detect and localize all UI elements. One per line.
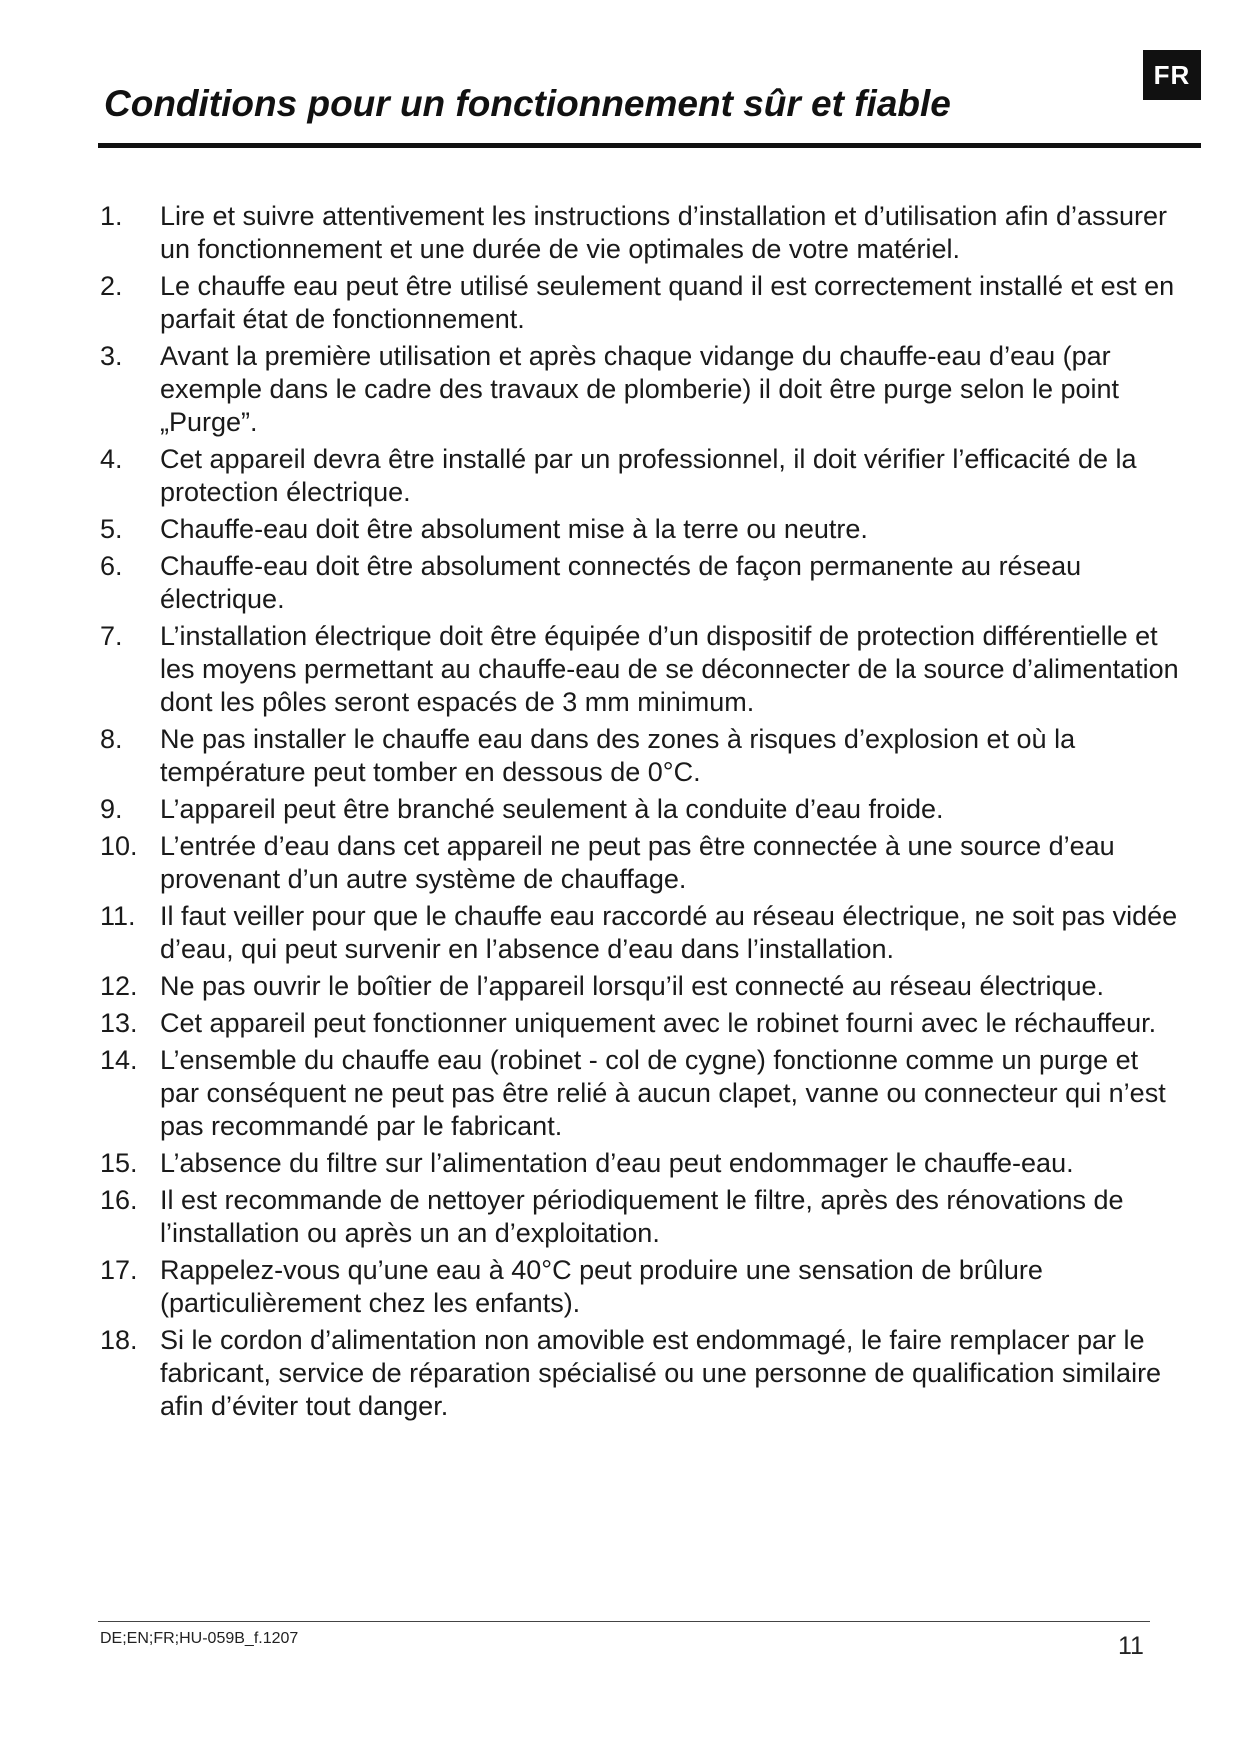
list-item-text: Chauffe-eau doit être absolument connectés de façon permanente au réseau électrique. bbox=[160, 551, 1082, 614]
list-item bbox=[100, 620, 1180, 719]
list-item-number: 17. bbox=[100, 1255, 138, 1285]
list-item bbox=[100, 340, 1180, 439]
list-item bbox=[100, 200, 1180, 266]
list-item-text: Cet appareil devra être installé par un professionnel, il doit vérifier l’efficacité de la protection électrique. bbox=[160, 444, 1137, 507]
list-item-number: 10. bbox=[100, 831, 138, 861]
list-item-text: L’entrée d’eau dans cet appareil ne peut pas être connectée à une source d’eau provenant d’un autre système de chauffage. bbox=[160, 831, 1115, 894]
list-item-text: Il est recommande de nettoyer périodiquement le filtre, après des rénovations de l’installation ou après un an d’exploitation. bbox=[160, 1185, 1124, 1248]
list-item bbox=[100, 443, 1180, 509]
list-item-number: 16. bbox=[100, 1185, 138, 1215]
list-item-text: L’appareil peut être branché seulement à la conduite d’eau froide. bbox=[160, 794, 944, 824]
list-item bbox=[100, 1147, 1180, 1180]
list-item-text: Avant la première utilisation et après chaque vidange du chauffe-eau d’eau (par exemple dans le cadre des travaux de plomberie) il doit être purge selon le point „Purge”. bbox=[160, 341, 1120, 437]
list-item-text: Rappelez-vous qu’une eau à 40°C peut produire une sensation de brûlure (particulièrement chez les enfants). bbox=[160, 1255, 1043, 1318]
page-number: 11 bbox=[1118, 1632, 1144, 1660]
list-item bbox=[100, 550, 1180, 616]
language-badge: FR bbox=[1143, 50, 1201, 100]
list-item-number: 6. bbox=[100, 551, 123, 581]
list-item bbox=[100, 793, 1180, 826]
list-item-number: 18. bbox=[100, 1325, 138, 1355]
list-item bbox=[100, 1324, 1180, 1423]
document-code: DE;EN;FR;HU-059B_f.1207 bbox=[100, 1630, 299, 1647]
list-item-number: 13. bbox=[100, 1008, 138, 1038]
list-item bbox=[100, 513, 1180, 546]
list-item-text: Ne pas installer le chauffe eau dans des zones à risques d’explosion et où la température peut tomber en dessous de 0°C. bbox=[160, 724, 1076, 787]
list-item bbox=[100, 1007, 1180, 1040]
list-item bbox=[100, 270, 1180, 336]
list-item bbox=[100, 970, 1180, 1003]
list-item-number: 14. bbox=[100, 1045, 138, 1075]
list-item bbox=[100, 1184, 1180, 1250]
list-item-number: 1. bbox=[100, 201, 123, 231]
list-item-number: 2. bbox=[100, 271, 123, 301]
list-item-text: Si le cordon d’alimentation non amovible est endommagé, le faire remplacer par le fabricant, service de réparation spécialisé ou une personne de qualification similaire afin d’éviter tout danger. bbox=[160, 1325, 1162, 1421]
list-item-text: L’ensemble du chauffe eau (robinet - col de cygne) fonctionne comme un purge et par conséquent ne peut pas être relié à aucun clapet, vanne ou connecteur qui n’est pas recommandé par le fabricant. bbox=[160, 1045, 1166, 1141]
list-item-text: Le chauffe eau peut être utilisé seulement quand il est correctement installé et est en parfait état de fonctionnement. bbox=[160, 271, 1175, 334]
list-item-number: 5. bbox=[100, 514, 123, 544]
list-item-text: Ne pas ouvrir le boîtier de l’appareil lorsqu’il est connecté au réseau électrique. bbox=[160, 971, 1105, 1001]
list-item bbox=[100, 1044, 1180, 1143]
list-item-text: Il faut veiller pour que le chauffe eau raccordé au réseau électrique, ne soit pas vidée d’eau, qui peut survenir en l’absence d’eau dans l’installation. bbox=[160, 901, 1178, 964]
title-divider bbox=[98, 143, 1201, 148]
list-item bbox=[100, 1254, 1180, 1320]
list-item-number: 11. bbox=[100, 901, 136, 931]
list-item bbox=[100, 830, 1180, 896]
list-item-number: 4. bbox=[100, 444, 123, 474]
list-item-number: 15. bbox=[100, 1148, 138, 1178]
list-item bbox=[100, 723, 1180, 789]
list-item-text: L’installation électrique doit être équipée d’un dispositif de protection différentielle et les moyens permettant au chauffe-eau de se déconnecter de la source d’alimentation dont les pôles seront espacés de 3 mm minimum. bbox=[160, 621, 1179, 717]
list-item-number: 7. bbox=[100, 621, 123, 651]
safety-conditions-list bbox=[100, 200, 1180, 1427]
list-item-number: 3. bbox=[100, 341, 123, 371]
footer-divider bbox=[98, 1621, 1150, 1622]
list-item-number: 9. bbox=[100, 794, 123, 824]
list-item-number: 8. bbox=[100, 724, 123, 754]
list-item-number: 12. bbox=[100, 971, 138, 1001]
list-item-text: Cet appareil peut fonctionner uniquement avec le robinet fourni avec le réchauffeur. bbox=[160, 1008, 1157, 1038]
list-item-text: Lire et suivre attentivement les instructions d’installation et d’utilisation afin d’assurer un fonctionnement et une durée de vie optimales de votre matériel. bbox=[160, 201, 1168, 264]
page-title: Conditions pour un fonctionnement sûr et fiable bbox=[104, 83, 951, 124]
list-item bbox=[100, 900, 1180, 966]
list-item-text: Chauffe-eau doit être absolument mise à la terre ou neutre. bbox=[160, 514, 868, 544]
list-item-text: L’absence du filtre sur l’alimentation d’eau peut endommager le chauffe-eau. bbox=[160, 1148, 1074, 1178]
